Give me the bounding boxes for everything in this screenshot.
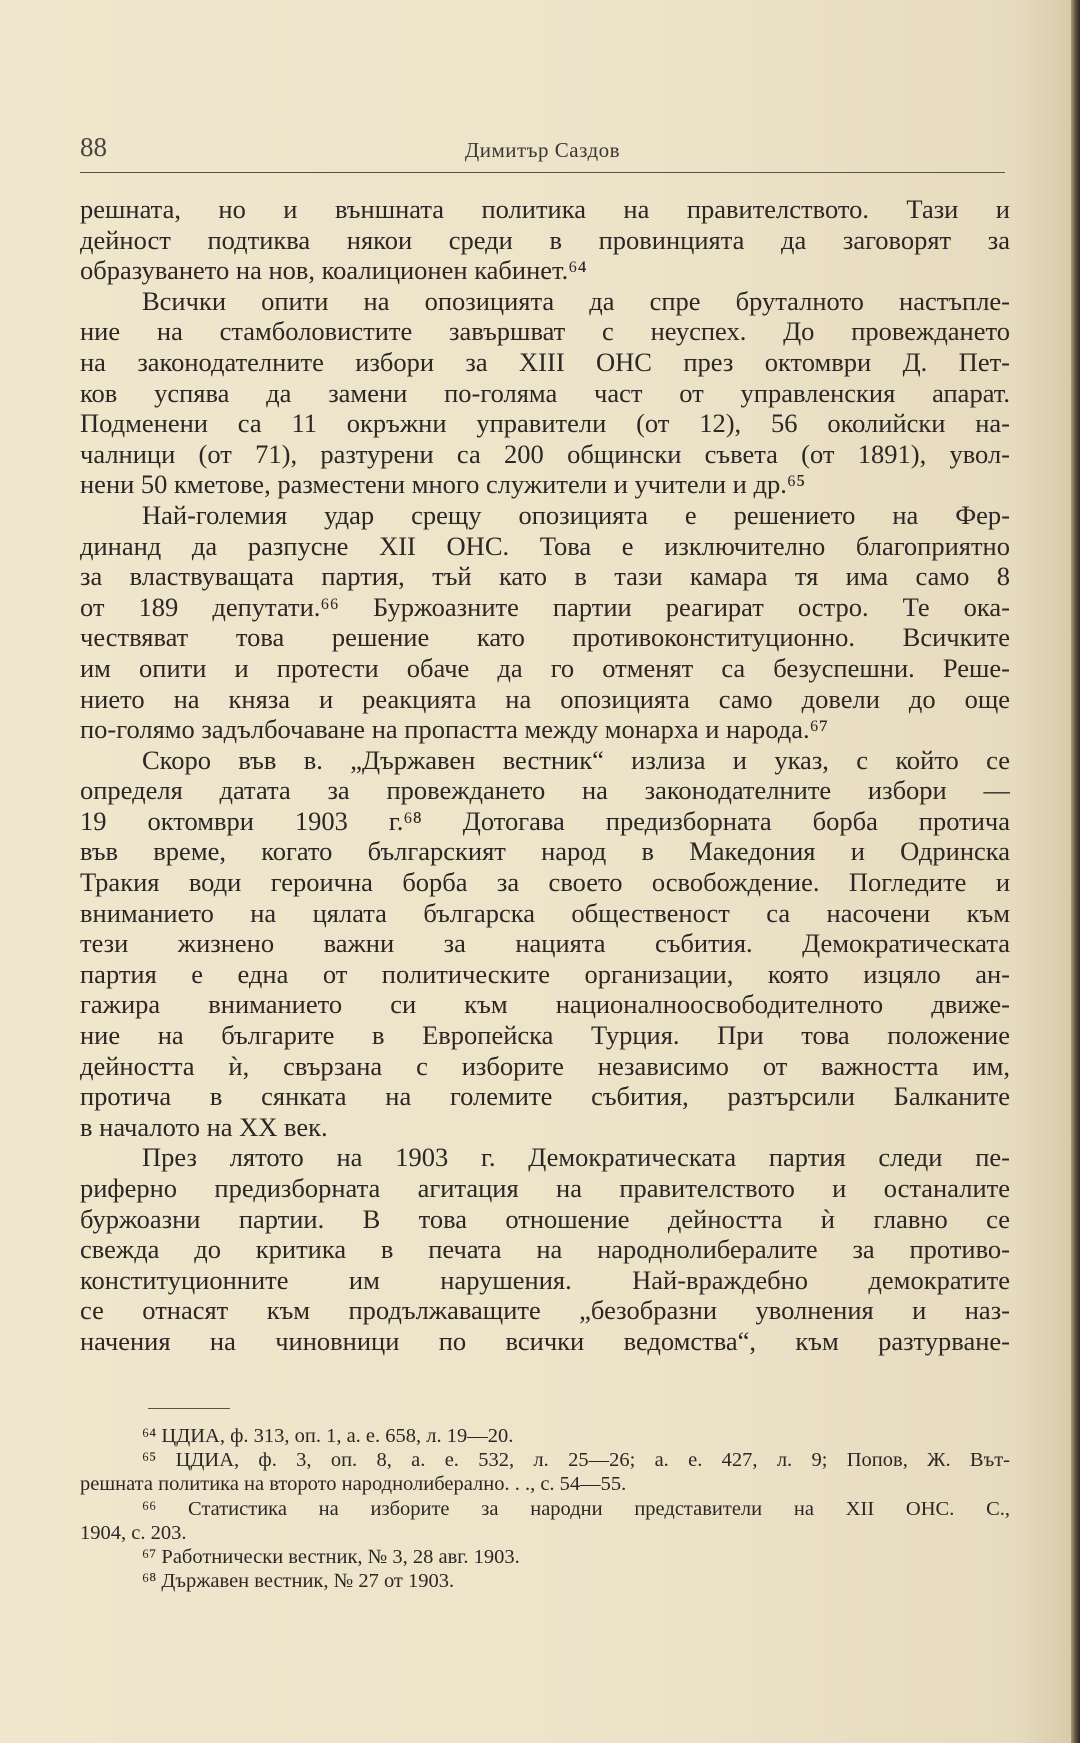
text-line: нени 50 кметове, разместени много служители и учители и др.⁶⁵ (80, 469, 806, 500)
text-line: във време, когато българският народ в Македония и Одринска (80, 836, 1010, 867)
main-text (80, 194, 1010, 1357)
text-line: 19 октомври 1903 г.⁶⁸ Дотогава предизборната борба протича (80, 805, 1010, 836)
text-line: свежда до критика в печата на народнолибералите за противо- (80, 1234, 1010, 1265)
text-line: на законодателните избори за XIII ОНС през октомври Д. Пет- (80, 346, 1010, 377)
footnote-line: ⁶⁶ Статистика на изборите за народни представители на XII ОНС. С., (142, 1497, 1010, 1520)
text-line: решната, но и външната политика на правителството. Тази и (80, 194, 1010, 224)
text-line: протича в сянката на големите събития, разтърсили Балканите (80, 1081, 1010, 1112)
text-line: Най-големия удар срещу опозицията е решението на Фер- (142, 499, 1010, 530)
text-line: в началото на XX век. (80, 1111, 328, 1142)
text-line: динанд да разпусне XII ОНС. Това е изключително благоприятно (80, 530, 1010, 561)
text-line: дейност подтиква някои среди в провинцията да заговорят за (80, 224, 1010, 255)
footnote-line: решната политика на второто народнолиберално. . ., с. 54—55. (80, 1473, 627, 1496)
text-line: чествяват това решение като противоконституционно. Всичките (80, 622, 1010, 653)
text-line: вниманието на цялата българска общественост са насочени към (80, 897, 1010, 928)
text-line: се отнасят към продължаващите „безобразни уволнения и наз- (80, 1295, 1010, 1326)
footnote-line: ⁶⁷ Работнически вестник, № 3, 28 авг. 1903. (142, 1545, 520, 1568)
running-head: Димитър Саздов (464, 138, 621, 162)
text-line: им опити и протести обаче да го отменят са безуспешни. Реше- (80, 652, 1010, 683)
text-line: тези жизнено важни за нацията събития. Демократическата (80, 928, 1010, 959)
text-line: Скоро във в. „Държавен вестник“ излиза и указ, с който се (142, 744, 1010, 775)
text-line: През лятото на 1903 г. Демократическата партия следи пе- (142, 1142, 1010, 1173)
footnotes (80, 1424, 1010, 1593)
text-line: за властвуващата партия, тъй като в тази камара тя има само 8 (80, 561, 1010, 592)
text-line: Тракия води героична борба за своето освобождение. Погледите и (80, 867, 1010, 898)
text-line: партия е една от политическите организации, която изцяло ан- (80, 958, 1010, 989)
text-line: ние на стамболовистите завършват с неуспех. До провеждането (80, 316, 1010, 347)
footnote-line: 1904, с. 203. (80, 1521, 187, 1544)
text-line: конституционните им нарушения. Най-враждебно демократите (80, 1264, 1010, 1295)
text-line: ние на българите в Европейска Турция. При това положение (80, 1020, 1010, 1051)
text-line: ков успява да замени по-голяма част от управленския апарат. (80, 377, 1010, 408)
page-header (80, 130, 1005, 170)
text-line: риферно предизборната агитация на правителството и останалите (80, 1173, 1010, 1203)
text-line: начения на чиновници по всички ведомства“, към разтурване- (80, 1325, 1010, 1356)
text-line: от 189 депутати.⁶⁶ Буржоазните партии реагират остро. Те ока- (80, 591, 1010, 622)
text-line: дейността ѝ, свързана с изборите независимо от важността им, (80, 1050, 1010, 1081)
page-number: 88 (80, 132, 107, 162)
book-spine-shadow (1071, 0, 1080, 1743)
footnote-line: ⁶⁸ Държавен вестник, № 27 от 1903. (142, 1570, 455, 1593)
footnote-rule (148, 1408, 230, 1409)
text-line: по-голямо задълбочаване на пропастта между монарха и народа.⁶⁷ (80, 714, 829, 745)
header-rule (80, 172, 1005, 173)
text-line: буржоазни партии. В това отношение дейността ѝ главно се (80, 1203, 1010, 1234)
text-line: нието на княза и реакцията на опозицията само довели до още (80, 683, 1010, 714)
text-line: гажира вниманието си към националноосвободителното движе- (80, 989, 1010, 1020)
text-line: Всички опити на опозицията да спре бруталното настъпле- (142, 285, 1010, 316)
text-line: Подменени са 11 окръжни управители (от 12), 56 околийски на- (80, 408, 1010, 439)
text-line: чалници (от 71), разтурени са 200 общински съвета (от 1891), увол- (80, 438, 1010, 469)
text-line: определя датата за провеждането на законодателните избори — (80, 775, 1010, 806)
footnote-line: ⁶⁵ ЦДИА, ф. 3, оп. 8, а. е. 532, л. 25—26; а. е. 427, л. 9; Попов, Ж. Вът- (142, 1449, 1010, 1472)
text-line: образуването на нов, коалиционен кабинет.⁶⁴ (80, 255, 587, 286)
footnote-line: ⁶⁴ ЦДИА, ф. 313, оп. 1, а. е. 658, л. 19—20. (142, 1425, 514, 1447)
